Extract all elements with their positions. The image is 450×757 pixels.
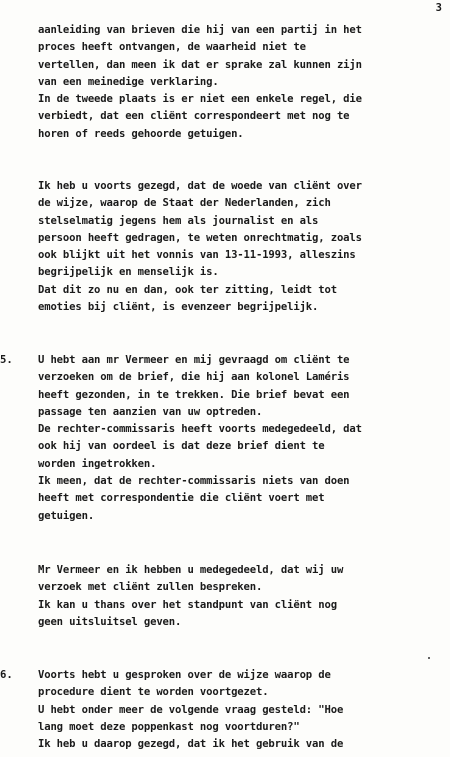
text-line: Ik heb u daarop gezegd, dat ik het gebruik van de	[38, 738, 344, 751]
text-line: procedure dient te worden voortgezet.	[38, 686, 269, 699]
paragraph-block-item-5	[38, 352, 450, 525]
text-line: lang moet deze poppenkast nog voortduren?"	[38, 720, 300, 733]
paragraph-block-item-6	[38, 667, 450, 753]
text-line: proces heeft ontvangen, de waarheid niet te	[38, 41, 306, 54]
text-line: Mr Vermeer en ik hebben u medegedeeld, dat wij uw	[38, 564, 344, 576]
paragraph-block-2	[38, 178, 450, 316]
text-line: De rechter-commissaris heeft voorts medegedeeld, dat	[38, 423, 362, 436]
text-line: Voorts hebt u gesproken over de wijze waarop de	[38, 669, 331, 681]
text-line: Ik heb u voorts gezegd, dat de woede van cliënt over	[38, 180, 362, 192]
text-line: persoon heeft gedragen, te weten onrechtmatig, zoals	[38, 231, 362, 244]
text-line: getuigen.	[38, 509, 95, 522]
item-number-6: 6.	[0, 669, 13, 681]
text-line: vertellen, dan meen ik dat er sprake zal kunnen zijn	[38, 58, 362, 71]
text-line: geen uitsluitsel geven.	[38, 615, 182, 628]
text-line: van een meinedige verklaring.	[38, 75, 219, 88]
text-line: U hebt aan mr Vermeer en mij gevraagd om cliënt te	[38, 354, 350, 366]
text-line: verzoeken om de brief, die hij aan kolonel Laméris	[38, 371, 350, 384]
text-line: begrijpelijk en menselijk is.	[38, 266, 219, 279]
text-line: passage ten aanzien van uw optreden.	[38, 405, 263, 418]
text-line: Dat dit zo nu en dan, ook ter zitting, leidt tot	[38, 283, 337, 296]
text-line: stelselmatig jegens hem als journalist en als	[38, 214, 319, 227]
paragraph-block-1	[38, 22, 450, 143]
text-line: In de tweede plaats is er niet een enkele regel, die	[38, 93, 362, 106]
text-line: heeft met correspondentie die cliënt voert met	[38, 492, 325, 505]
text-line: verbiedt, dat een cliënt correspondeert met nog te	[38, 110, 350, 123]
text-line: aanleiding van brieven die hij van een partij in het	[38, 24, 362, 36]
text-line: emoties bij cliënt, is evenzeer begrijpelijk.	[38, 301, 319, 314]
text-line: ook blijkt uit het vonnis van 13-11-1993, alleszins	[38, 249, 356, 262]
text-line: Ik meen, dat de rechter-commissaris niets van doen	[38, 475, 350, 488]
text-line: horen of reeds gehoorde getuigen.	[38, 127, 244, 140]
text-line: ook hij van oordeel is dat deze brief dient te	[38, 440, 325, 453]
page-number: 3	[435, 2, 442, 14]
text-line: worden ingetrokken.	[38, 457, 157, 470]
scan-speck	[428, 657, 430, 659]
paragraph-block-4	[38, 562, 450, 631]
text-line: Ik kan u thans over het standpunt van cliënt nog	[38, 598, 337, 611]
text-line: de wijze, waarop de Staat der Nederlanden, zich	[38, 197, 331, 210]
item-number-5: 5.	[0, 354, 13, 366]
text-line: U hebt onder meer de volgende vraag gesteld: "Hoe	[38, 703, 344, 716]
text-line: heeft gezonden, in te trekken. Die brief bevat een	[38, 388, 350, 401]
text-line: verzoek met cliënt zullen bespreken.	[38, 581, 263, 594]
